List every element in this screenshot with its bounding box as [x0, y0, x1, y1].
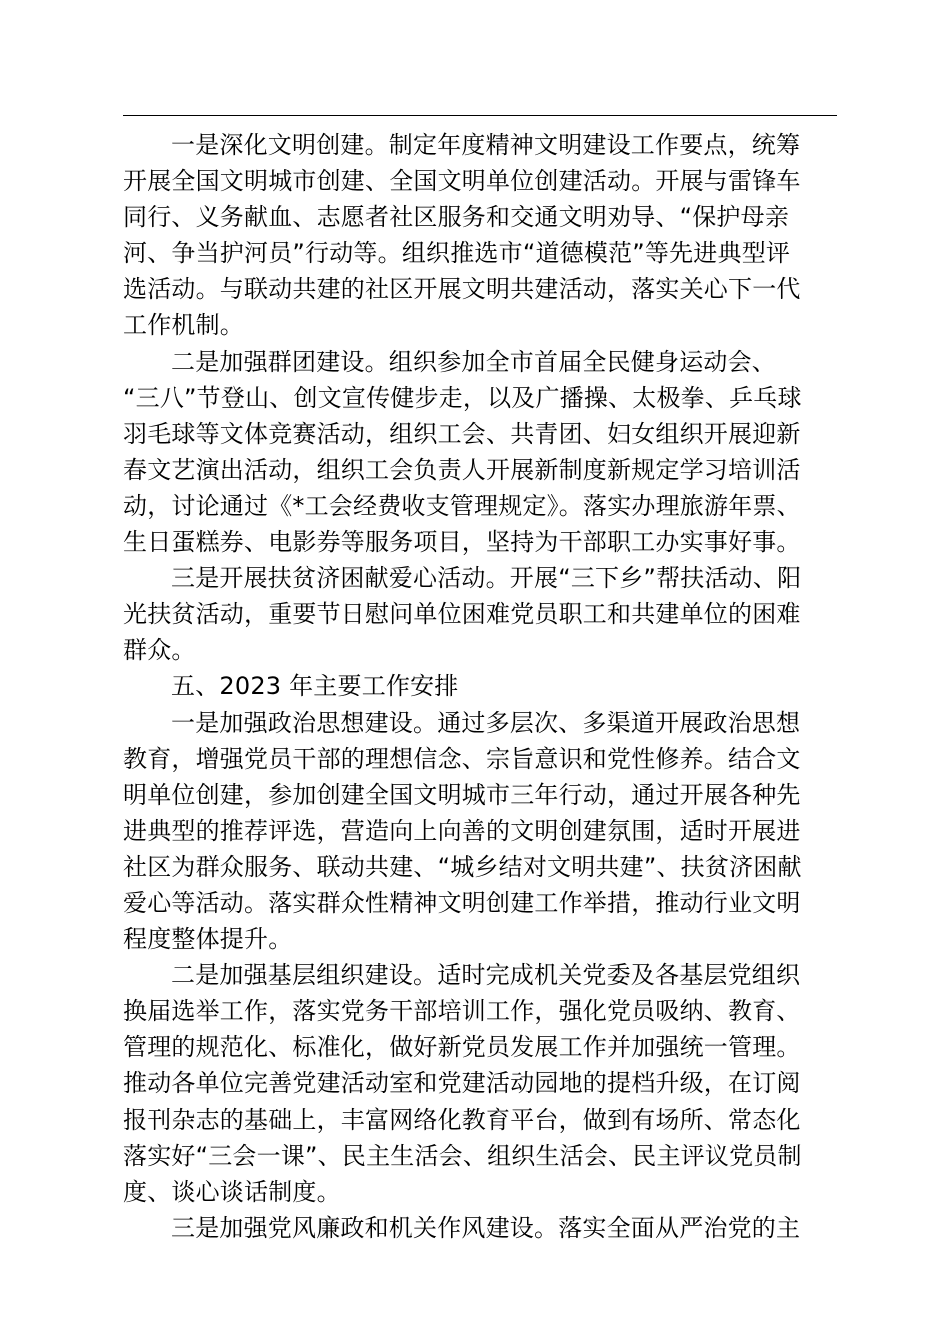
text-line: 生日蛋糕券、电影券等服务项目，坚持为干部职工办实事好事。	[123, 528, 801, 557]
text-line: 社区为群众服务、联动共建、“城乡结对文明共建”、扶贫济困献	[123, 852, 802, 881]
text-line: 管理的规范化、标准化，做好新党员发展工作并加强统一管理。	[123, 1033, 801, 1062]
text-line: 程度整体提升。	[123, 925, 293, 954]
text-line: 开展全国文明城市创建、全国文明单位创建活动。开展与雷锋车	[123, 167, 801, 196]
text-line: 群众。	[123, 636, 196, 665]
text-line: 进典型的推荐评选，营造向上向善的文明创建氛围，适时开展进	[123, 816, 801, 845]
text-line: 教育，增强党员干部的理想信念、宗旨意识和党性修养。结合文	[123, 744, 801, 773]
text-line: 度、谈心谈话制度。	[123, 1177, 341, 1206]
text-line: 二是加强群团建设。组织参加全市首届全民健身运动会、	[171, 347, 776, 376]
text-line: 推动各单位完善党建活动室和党建活动园地的提档升级，在订阅	[123, 1069, 801, 1098]
text-line: 五、2023 年主要工作安排	[171, 672, 459, 701]
text-line: 爱心等活动。落实群众性精神文明创建工作举措，推动行业文明	[123, 888, 801, 917]
text-line: 选活动。与联动共建的社区开展文明共建活动，落实关心下一代	[123, 275, 801, 304]
text-line: 明单位创建，参加创建全国文明城市三年行动，通过开展各种先	[123, 780, 801, 809]
text-line: 一是深化文明创建。制定年度精神文明建设工作要点，统筹	[171, 131, 801, 159]
text-line: 一是加强政治思想建设。通过多层次、多渠道开展政治思想	[171, 708, 801, 737]
text-line: 同行、义务献血、志愿者社区服务和交通文明劝导、“保护母亲	[123, 203, 790, 232]
text-line: 三是加强党风廉政和机关作风建设。落实全面从严治党的主	[171, 1213, 801, 1242]
text-line: 河、争当护河员”行动等。组织推选市“道德模范”等先进典型评	[123, 239, 791, 268]
text-line: 羽毛球等文体竞赛活动，组织工会、共青团、妇女组织开展迎新	[123, 419, 801, 448]
text-line: “三八”节登山、创文宣传健步走，以及广播操、太极拳、乒乓球	[123, 383, 802, 412]
text-line: 换届选举工作，落实党务干部培训工作，强化党员吸纳、教育、	[123, 997, 801, 1026]
text-line: 动，讨论通过《*工会经费收支管理规定》。落实办理旅游年票、	[123, 491, 801, 520]
document-body	[123, 127, 839, 1246]
text-line: 工作机制。	[123, 311, 244, 340]
text-line: 春文艺演出活动，组织工会负责人开展新制度新规定学习培训活	[123, 455, 801, 484]
text-line: 三是开展扶贫济困献爱心活动。开展“三下乡”帮扶活动、阳	[171, 564, 802, 593]
text-line: 落实好“三会一课”、民主生活会、组织生活会、民主评议党员制	[123, 1141, 802, 1170]
header-rule	[123, 115, 837, 116]
text-line: 二是加强基层组织建设。适时完成机关党委及各基层党组织	[171, 961, 801, 990]
text-line: 光扶贫活动，重要节日慰问单位困难党员职工和共建单位的困难	[123, 600, 801, 629]
text-line: 报刊杂志的基础上，丰富网络化教育平台，做到有场所、常态化	[123, 1105, 801, 1134]
